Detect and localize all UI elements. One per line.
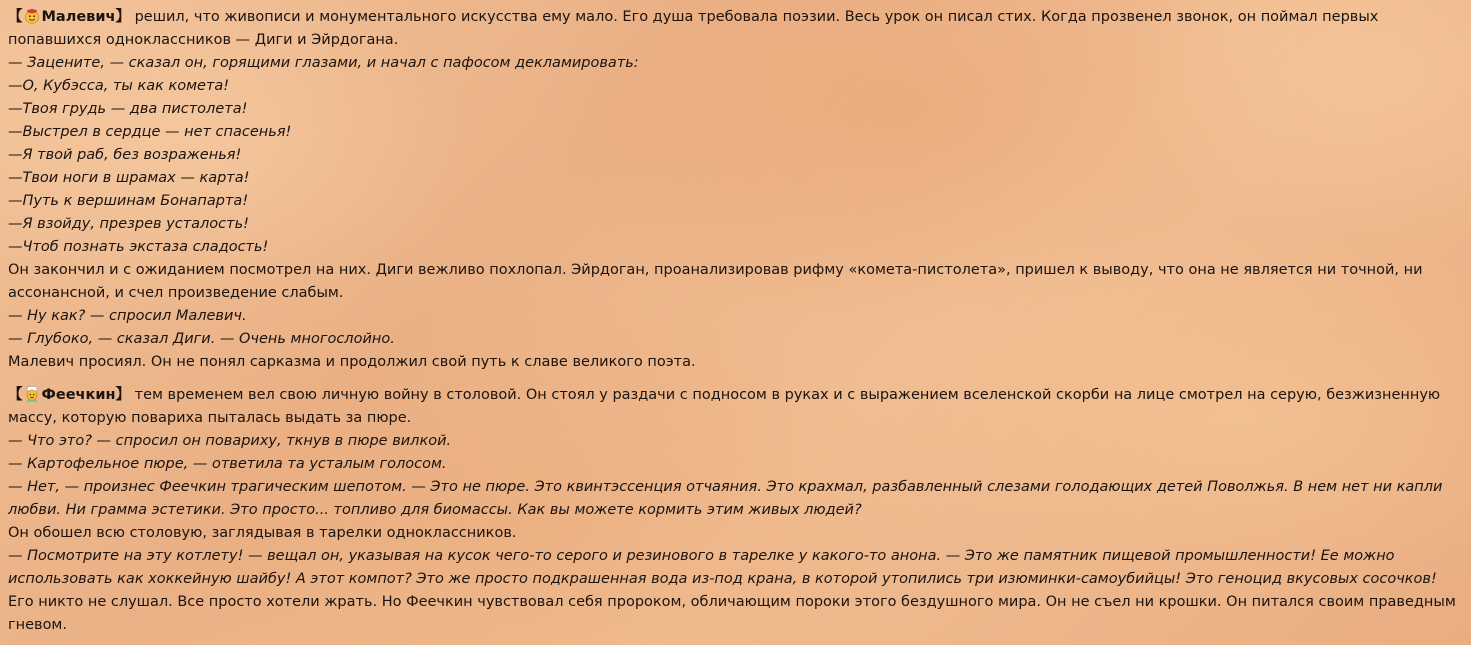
artist-emoji-icon xyxy=(24,8,40,24)
speaker-name: Малевич xyxy=(41,9,116,25)
poem-line: —О, Кубэсса, ты как комета! xyxy=(8,78,230,94)
poem-line: —Твои ноги в шрамах — карта! xyxy=(8,170,250,186)
close-bracket: 】 xyxy=(115,387,131,403)
close-bracket: 】 xyxy=(115,9,130,25)
block-spacer xyxy=(8,374,1463,384)
story-block-malevich xyxy=(8,6,1463,374)
poem-line: —Я твой раб, без возраженья! xyxy=(8,147,242,163)
poem-line: —Выстрел в сердце — нет спасенья! xyxy=(8,124,292,140)
dialog-line: — Картофельное пюре, — ответила та усталым голосом. xyxy=(8,456,447,472)
poem-line: — Зацените, — сказал он, горящими глазами, и начал с пафосом декламировать: xyxy=(8,55,639,71)
paragraph-middle: Он обошел всю столовую, заглядывая в тарелки одноклассников. xyxy=(8,525,517,541)
story-block-feechkin xyxy=(8,384,1463,637)
dialog-line: — Что это? — спросил он повариху, ткнув в пюре вилкой. xyxy=(8,433,452,449)
open-bracket: 【 xyxy=(8,387,23,403)
paragraph-end: Его никто не слушал. Все просто хотели жрать. Но Феечкин чувствовал себя пророком, обличающим пороки этого бездушного мира. Он не съел ни крошки. Он питался своим праведным гневом. xyxy=(8,594,1456,633)
dialog-line: — Ну как? — спросил Малевич. xyxy=(8,308,247,324)
paragraph-end: Малевич просиял. Он не понял сарказма и продолжил свой путь к славе великого поэта. xyxy=(8,354,696,370)
paragraph-intro xyxy=(8,6,1463,52)
poem-line: —Твоя грудь — два пистолета! xyxy=(8,101,248,117)
poem-line: —Чтоб познать экстаза сладость! xyxy=(8,239,269,255)
intro-text: решил, что живописи и монументального искусства ему мало. Его душа требовала поэзии. Весь урок он писал стих. Когда прозвенел звонок, он поймал первых попавшихся одноклассников — Диги и Эйрдогана. xyxy=(8,9,1379,48)
cook-emoji-icon xyxy=(24,386,40,402)
open-bracket: 【 xyxy=(8,9,23,25)
paragraph-intro xyxy=(8,384,1463,430)
speaker-name: Феечкин xyxy=(41,387,116,403)
speech-paragraph: — Посмотрите на эту котлету! — вещал он, указывая на кусок чего-то серого и резинового в тарелке у какого-то анона. — Это же памятник пищевой промышленности! Ее можно использовать как хоккейную шайбу! А этот компот? Это же просто подкрашенная вода из-под крана, в которой утопились три изюминки-самоубийцы! Это геноцид вкусовых сосочков! xyxy=(8,548,1437,587)
dialog-line: — Нет, — произнес Феечкин трагическим шепотом. — Это не пюре. Это квинтэссенция отчаяния. Это крахмал, разбавленный слезами голодающих детей Поволжья. В нем нет ни капли любви. Ни грамма эстетики. Это просто... топливо для биомассы. Как вы можете кормить этим живых людей? xyxy=(8,479,1443,518)
poem-line: —Путь к вершинам Бонапарта! xyxy=(8,193,249,209)
dialog-line: — Глубоко, — сказал Диги. — Очень многослойно. xyxy=(8,331,395,347)
poem-line: —Я взойду, презрев усталость! xyxy=(8,216,249,232)
intro-text: тем временем вел свою личную войну в столовой. Он стоял у раздачи с подносом в руках и с выражением вселенской скорби на лице смотрел на серую, безжизненную массу, которую повариха пыталась выдать за пюре. xyxy=(8,387,1441,426)
paragraph-after: Он закончил и с ожиданием посмотрел на них. Диги вежливо похлопал. Эйрдоган, проанализировав рифму «комета-пистолета», пришел к выводу, что она не является ни точной, ни ассонансной, и счел произведение слабым. xyxy=(8,262,1423,301)
